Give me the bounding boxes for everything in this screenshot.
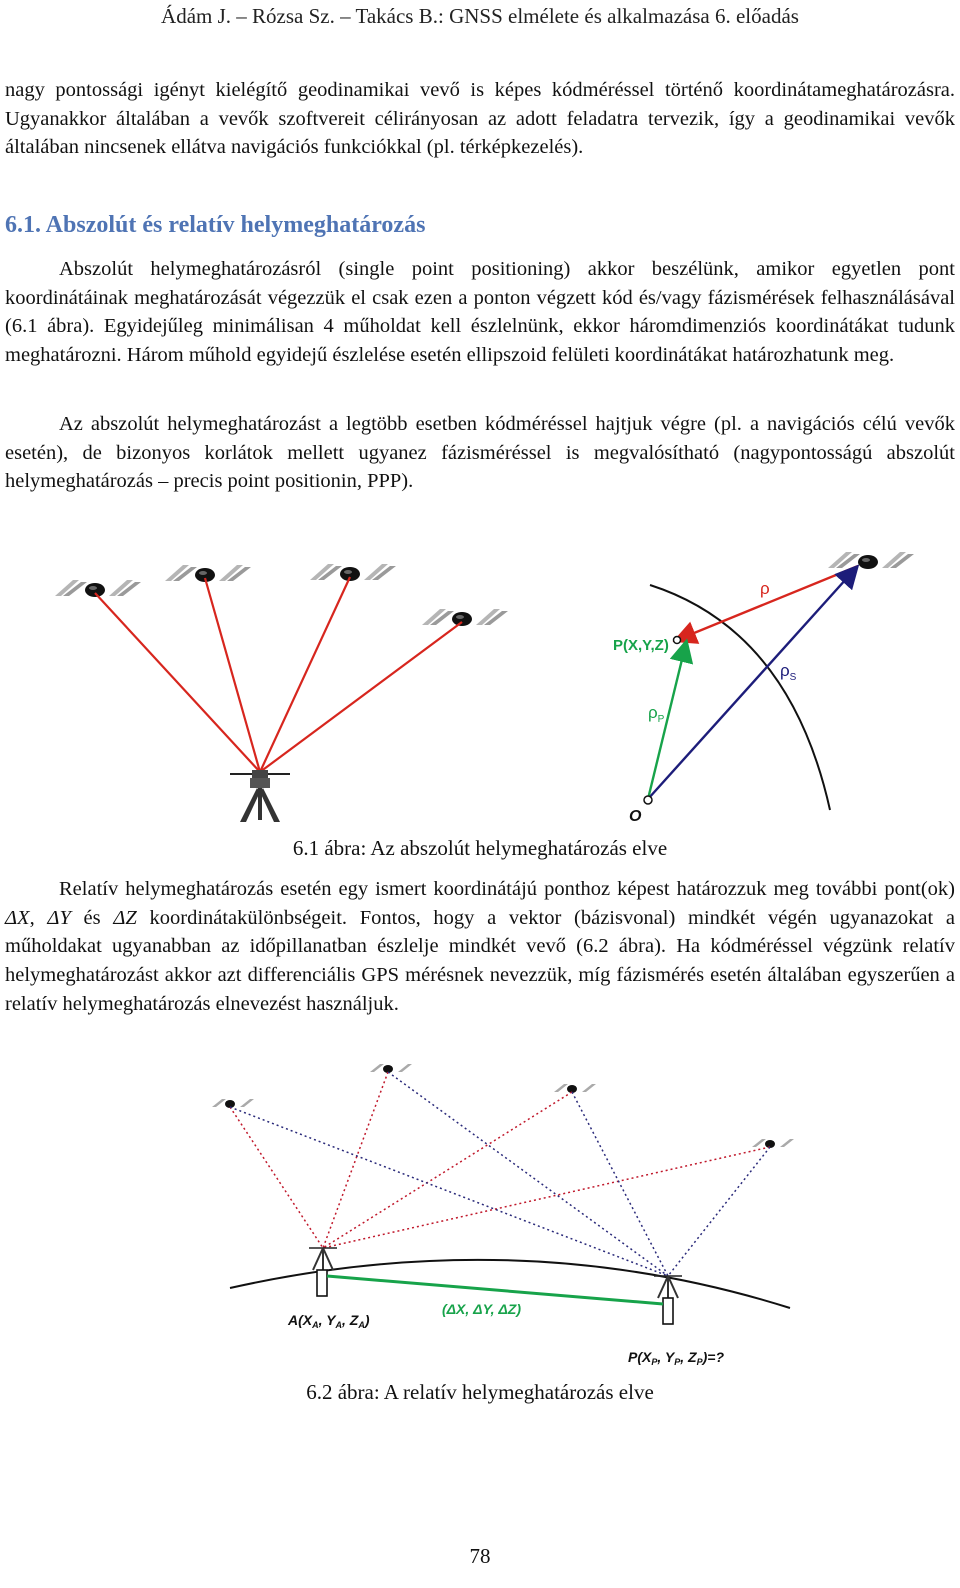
label-delta: (ΔX, ΔY, ΔZ) <box>442 1301 522 1317</box>
signal-rays <box>95 577 462 772</box>
receiver-tripod-a-icon <box>309 1248 337 1270</box>
label-rho-s: $\rho_S$ <box>780 661 797 683</box>
label-point-a: $A(X_A$, $Y_A$, $Z_A$) <box>288 1312 370 1330</box>
delta-y: ΔY <box>47 906 71 929</box>
label-rho: ρ <box>760 579 770 598</box>
intro-paragraph: nagy pontossági igényt kielégítő geodinamikai vevő is képes kódméréssel történő koordinátameghatározásra. Ugyanakkor általában a vevők szoftvereit célirányosan az adott feladatra tervezik, így a geodinamikai vevők általában nincsenek ellátva navigációs funkciókkal (pl. térképkezelés). <box>5 79 955 159</box>
paragraph-relative-positioning: Relatív helymeghatározás esetén egy ismert koordinátájú ponthoz képest határozzuk meg további pont(ok) ΔX, ΔY és ΔZ koordinátakülönbségeit. Fontos, hogy a vektor (bázisvonal) mindkét végén ugyanazokat a műholdakat ugyanabban az időpillanatban észlelje mindkét vevő (6.2 ábra). Ha kódméréssel végzünk relatív helymeghatározást akkor azt differenciális GPS mérésnek nevezzük, míg fázismérés esetén általában egyszerűen a relatív helymeghatározás elnevezést használjuk. <box>5 878 955 1015</box>
signal-rays-p <box>230 1072 770 1276</box>
satellite-icon <box>370 1064 412 1073</box>
range-rho <box>677 566 858 640</box>
paragraph-code-measurement: Az abszolút helymeghatározást a legtöbb esetben kódméréssel hajtjuk végre (pl. a navigációs célú vevők esetén), de bizonyos korlátok mellett ugyanez fázisméréssel is megvalósítható (nagypontosságú abszolút helymeghatározás – precis point positionin, PPP). <box>5 413 955 493</box>
delta-z: ΔZ <box>113 906 137 929</box>
satellite-icon <box>212 1099 254 1108</box>
section-title: 6.1. Abszolút és relatív helymeghatározás <box>5 212 426 238</box>
satellite-icon <box>554 1084 596 1093</box>
satellite-icon <box>55 580 141 597</box>
page-number: 78 <box>469 1544 491 1568</box>
signal-rays-a <box>230 1072 770 1248</box>
label-origin: O <box>629 808 642 825</box>
figure-absolute-positioning <box>50 540 920 830</box>
marker-p <box>663 1298 673 1324</box>
paragraph-absolute-positioning: Abszolút helymeghatározásról (single point positioning) akkor beszélünk, amikor egyetlen pont koordinátáinak meghatározását végezzük el csak ezen a ponton végzett kód és/vagy fázismérések felhasználásával (6.1 ábra). Egyidejűleg minimálisan 4 műholdat kell észlelnünk, ekkor háromdimenziós koordinátákat tudunk meghatározni. Három műhold egyidejű észlelése esetén ellipszoid felületi koordinátákat határozhatunk meg. <box>5 258 955 367</box>
satellite-icon <box>165 565 251 582</box>
label-point-p: $P(X_P$, $Y_P$, $Z_P)=$? <box>628 1349 724 1367</box>
figure2-caption: 6.2 ábra: A relatív helymeghatározás elve <box>306 1380 654 1404</box>
figure1-caption: 6.1 ábra: Az abszolút helymeghatározás elve <box>292 836 668 860</box>
delta-x: ΔX <box>5 906 30 929</box>
baseline-vector <box>327 1276 663 1304</box>
label-rho-p: $\rho_P$ <box>648 703 665 725</box>
label-point-p: P(X,Y,Z) <box>613 637 669 654</box>
marker-a <box>317 1270 327 1296</box>
receiver-tripod-icon <box>230 770 290 822</box>
range-rho-s <box>648 568 856 799</box>
figure-relative-positioning <box>200 1058 800 1370</box>
page-header: Ádám J. – Rózsa Sz. – Takács B.: GNSS elmélete és alkalmazása 6. előadás <box>161 4 799 28</box>
satellite-icon <box>310 564 396 581</box>
satellite-icon <box>828 552 914 569</box>
satellite-icon <box>752 1139 794 1148</box>
satellite-icon <box>422 609 508 626</box>
